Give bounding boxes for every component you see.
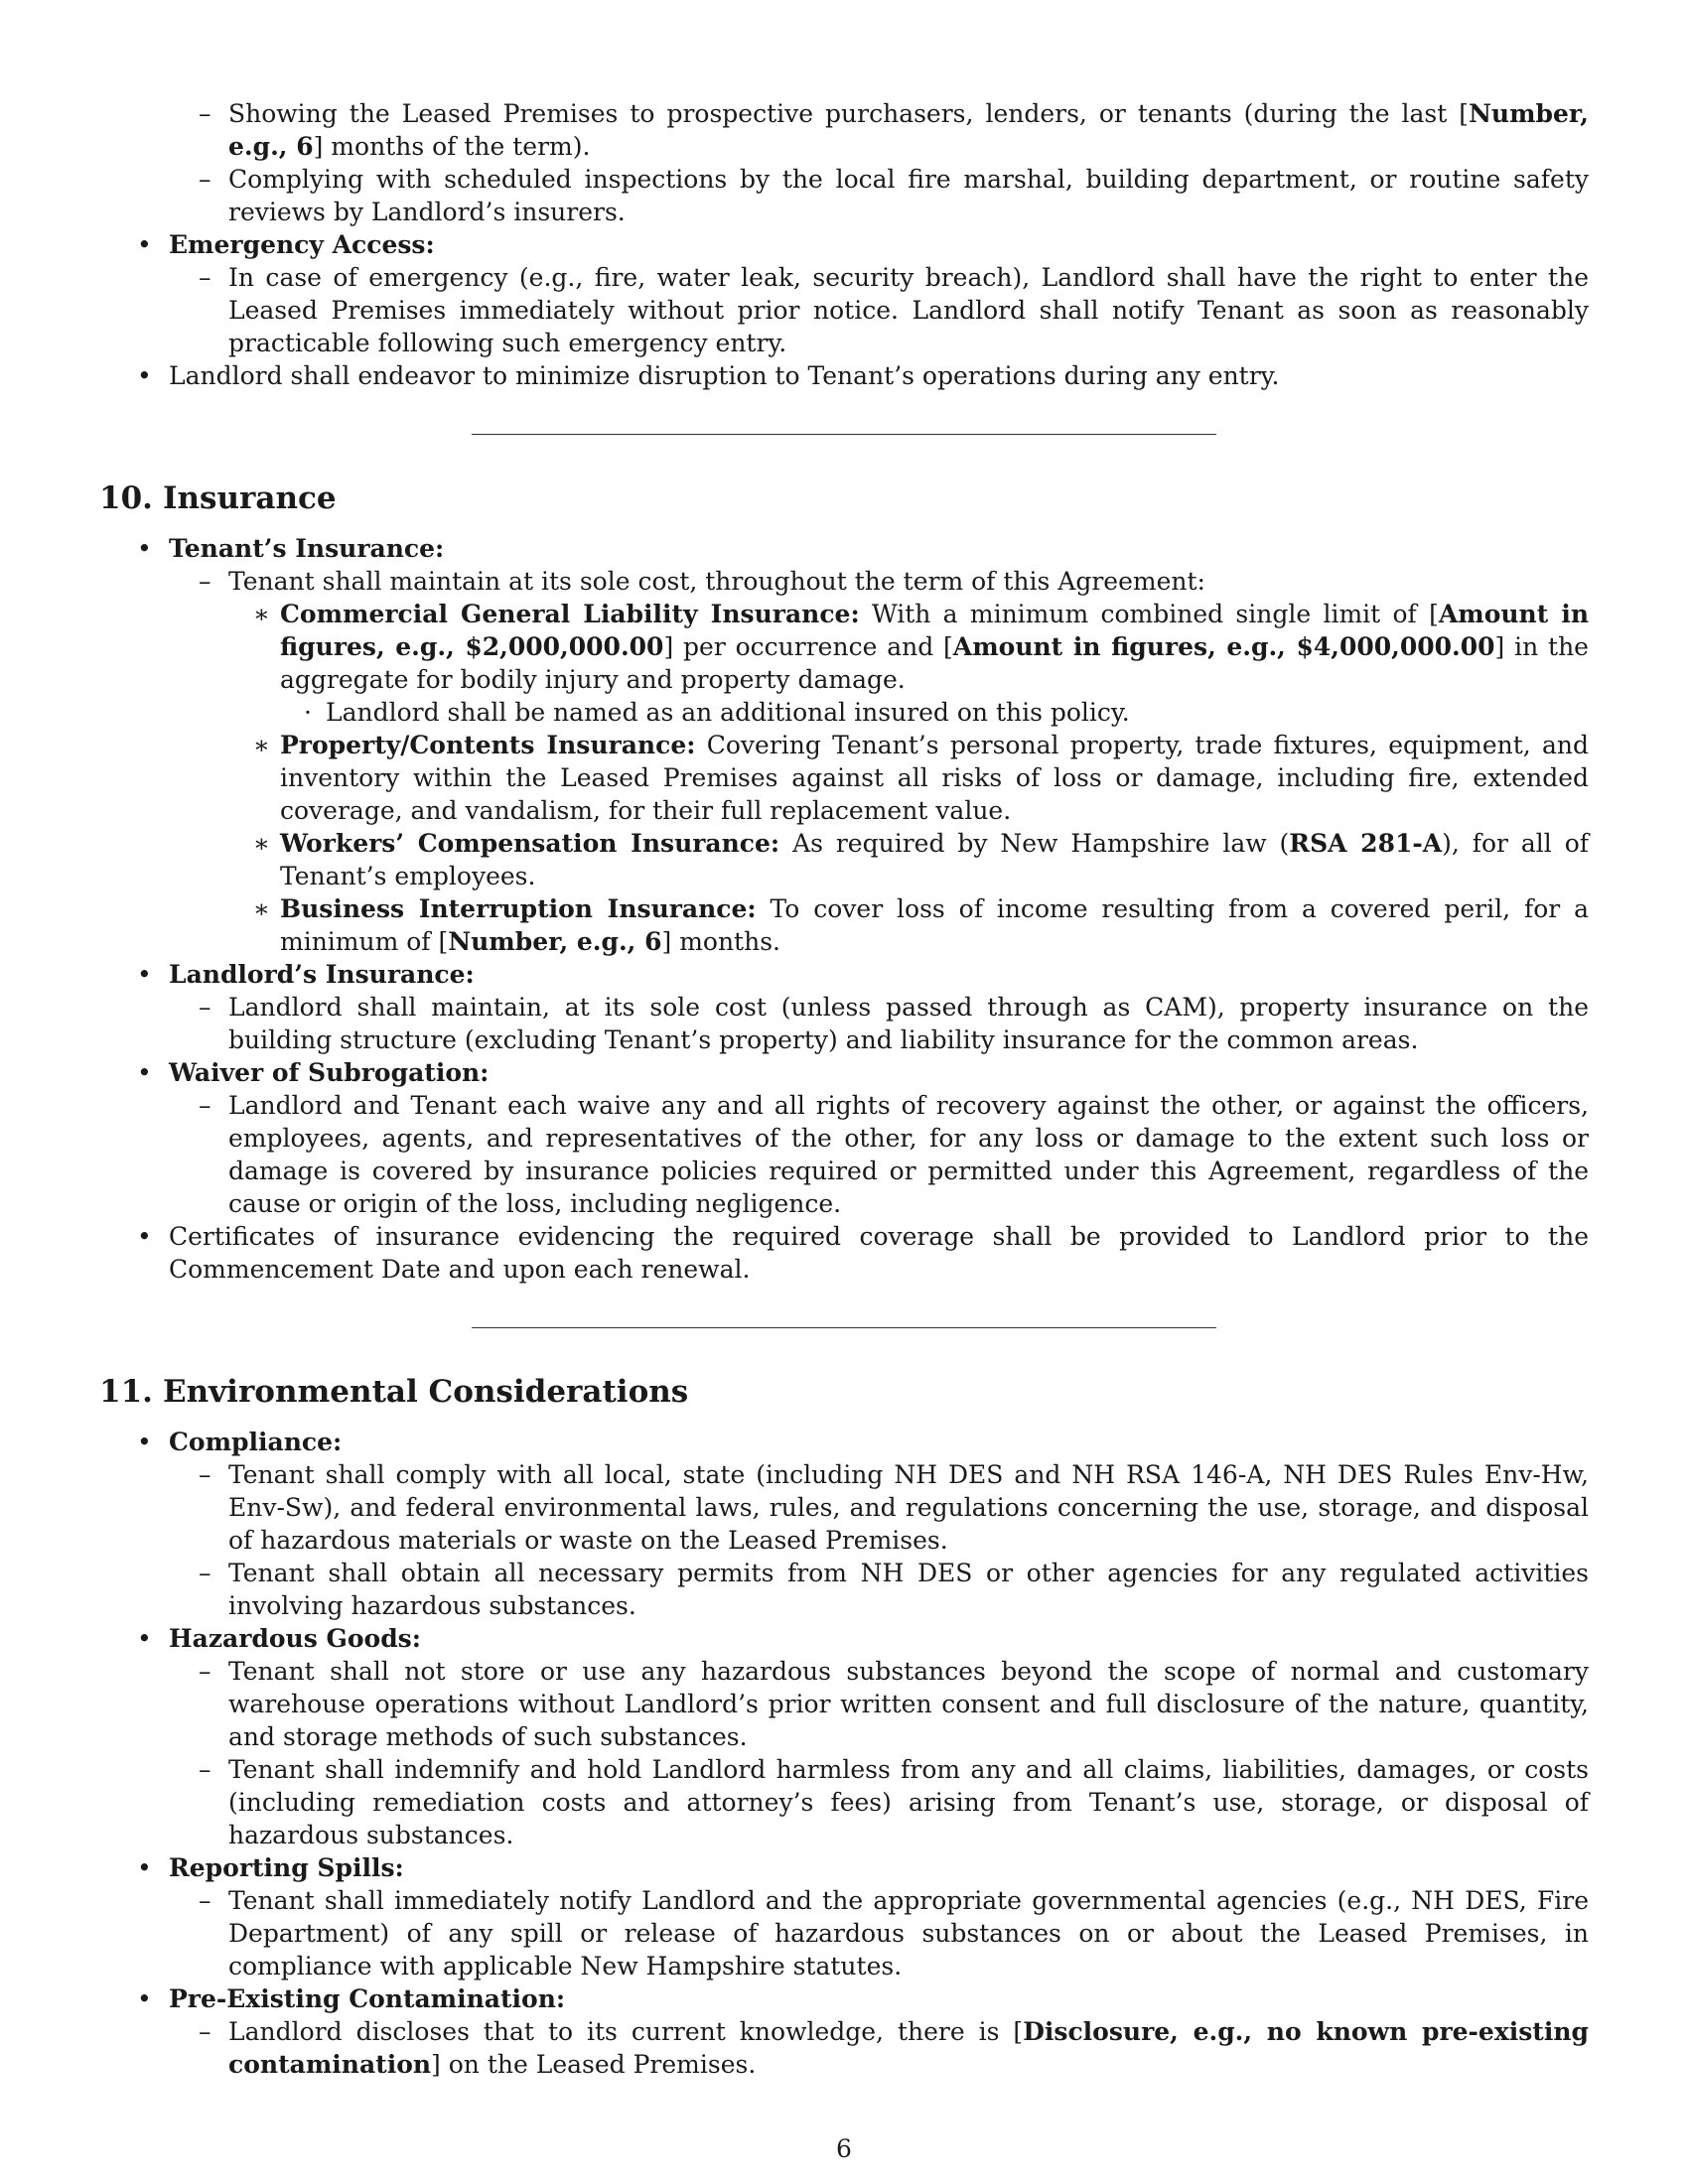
- star-marker: ∗: [253, 829, 270, 858]
- dash-marker: –: [199, 1755, 211, 1784]
- section-heading-environmental: 11. Environmental Considerations: [99, 1374, 689, 1410]
- star-marker: ∗: [253, 600, 270, 628]
- emergency-heading: Emergency Access:: [169, 230, 435, 259]
- list-item: ∗ Business Interruption Insurance: To cover loss of income resulting from a covered peril, for a minimum of [Number, e.g., 6] months.: [253, 894, 1589, 956]
- list-item: • Compliance:: [137, 1428, 343, 1456]
- list-item: – Tenant shall indemnify and hold Landlord harmless from any and all claims, liabilities, damages, or costs (including remediation costs and attorney’s fees) arising from Tenant’s use, storage, or disposal of hazardous substances.: [199, 1755, 1589, 1849]
- list-item: • Pre-Existing Contamination:: [137, 1984, 566, 2013]
- bullet-marker: •: [137, 1624, 152, 1653]
- list-item: • Landlord shall endeavor to minimize disruption to Tenant’s operations during any entry.: [137, 361, 1280, 390]
- dash-marker: –: [199, 567, 211, 596]
- bullet-marker: •: [137, 1428, 152, 1456]
- bullet-marker: •: [137, 230, 152, 259]
- list-item: – Showing the Leased Premises to prospective purchasers, lenders, or tenants (during the last [Number, e.g., 6] months of the term).: [199, 99, 1589, 161]
- bullet-marker: •: [137, 1058, 152, 1087]
- list-item: • Reporting Spills:: [137, 1853, 404, 1882]
- list-item: – Tenant shall immediately notify Landlord and the appropriate governmental agencies (e.g., NH DES, Fire Department) of any spill or release of hazardous substances on or about the Leased Premises, in compliance with applicable New Hampshire statutes.: [199, 1886, 1589, 1980]
- list-item: ∗ Property/Contents Insurance: Covering Tenant’s personal property, trade fixtures, equipment, and inventory within the Leased Premises against all risks of loss or damage, including fire, extended coverage, and vandalism, for their full replacement value.: [253, 731, 1589, 825]
- section-divider: [472, 1327, 1216, 1328]
- dot-marker: ·: [304, 698, 312, 727]
- list-item: ∗ Workers’ Compensation Insurance: As required by New Hampshire law (RSA 281-A), for all of Tenant’s employees.: [253, 829, 1589, 890]
- list-item: – Complying with scheduled inspections by the local fire marshal, building department, or routine safety reviews by Landlord’s insurers.: [199, 165, 1589, 226]
- list-item: – Tenant shall maintain at its sole cost, throughout the term of this Agreement:: [199, 567, 1205, 596]
- dash-marker: –: [199, 1091, 211, 1120]
- list-item: • Tenant’s Insurance:: [137, 534, 445, 563]
- bullet-marker: •: [137, 361, 152, 390]
- page-content: [99, 97, 1589, 2081]
- dash-marker: –: [199, 263, 211, 292]
- star-marker: ∗: [253, 894, 270, 923]
- dash-marker: –: [199, 1657, 211, 1686]
- list-item: – Tenant shall obtain all necessary permits from NH DES or other agencies for any regulated activities involving hazardous substances.: [199, 1559, 1589, 1620]
- list-item: – Landlord discloses that to its current knowledge, there is [Disclosure, e.g., no known pre-existing contamination] on the Leased Premises.: [199, 2017, 1590, 2079]
- dash-marker: –: [199, 1559, 211, 1587]
- dash-marker: –: [199, 1460, 211, 1489]
- list-item: – In case of emergency (e.g., fire, water leak, security breach), Landlord shall have the right to enter the Leased Premises immediately without prior notice. Landlord shall notify Tenant as soon as reasonably practicable following such emergency entry.: [199, 263, 1589, 357]
- dash-marker: –: [199, 2017, 211, 2046]
- list-item: [99, 228, 1589, 261]
- list-item: – Landlord and Tenant each waive any and all rights of recovery against the other, or against the officers, employees, agents, and representatives of the other, for any loss or damage to the extent such loss or damage is covered by insurance policies required or permitted under this Agreement, regardless of the cause or origin of the loss, including negligence.: [199, 1091, 1589, 1218]
- bullet-marker: •: [137, 1853, 152, 1882]
- list-item: • Waiver of Subrogation:: [137, 1058, 490, 1087]
- list-item: • Landlord’s Insurance:: [137, 960, 475, 989]
- list-item: – Landlord shall maintain, at its sole cost (unless passed through as CAM), property insurance on the building structure (excluding Tenant’s property) and liability insurance for the common areas.: [199, 993, 1589, 1054]
- list-item: · Landlord shall be named as an additional insured on this policy.: [304, 698, 1130, 727]
- dash-marker: –: [199, 993, 211, 1022]
- list-item: – Tenant shall not store or use any hazardous substances beyond the scope of normal and customary warehouse operations without Landlord’s prior written consent and full disclosure of the nature, quantity, and storage methods of such substances.: [199, 1657, 1589, 1751]
- dash-marker: –: [199, 165, 211, 194]
- list-item: • Hazardous Goods:: [137, 1624, 421, 1653]
- bullet-marker: •: [137, 1222, 152, 1251]
- star-marker: ∗: [253, 731, 270, 759]
- bullet-marker: •: [137, 960, 152, 989]
- dash-marker: –: [199, 99, 211, 128]
- section-divider: [472, 434, 1216, 435]
- page-number: 6: [836, 2134, 852, 2163]
- section-heading-insurance: 10. Insurance: [99, 480, 337, 516]
- list-item: – Tenant shall comply with all local, state (including NH DES and NH RSA 146-A, NH DES Rules Env-Hw, Env-Sw), and federal environmental laws, rules, and regulations concerning the use, storage, and disposal of hazardous materials or waste on the Leased Premises.: [199, 1460, 1589, 1555]
- dash-marker: –: [199, 1886, 211, 1915]
- list-item: ∗ Commercial General Liability Insurance: With a minimum combined single limit of [Amount in figures, e.g., $2,000,000.00] per occurrence and [Amount in figures, e.g., $4,000,000.00] in the aggregate for bodily injury and property damage.: [253, 600, 1589, 694]
- bullet-marker: •: [137, 534, 152, 563]
- list-item: • Certificates of insurance evidencing the required coverage shall be provided to Landlord prior to the Commencement Date and upon each renewal.: [137, 1222, 1589, 1284]
- bullet-marker: •: [137, 1984, 152, 2013]
